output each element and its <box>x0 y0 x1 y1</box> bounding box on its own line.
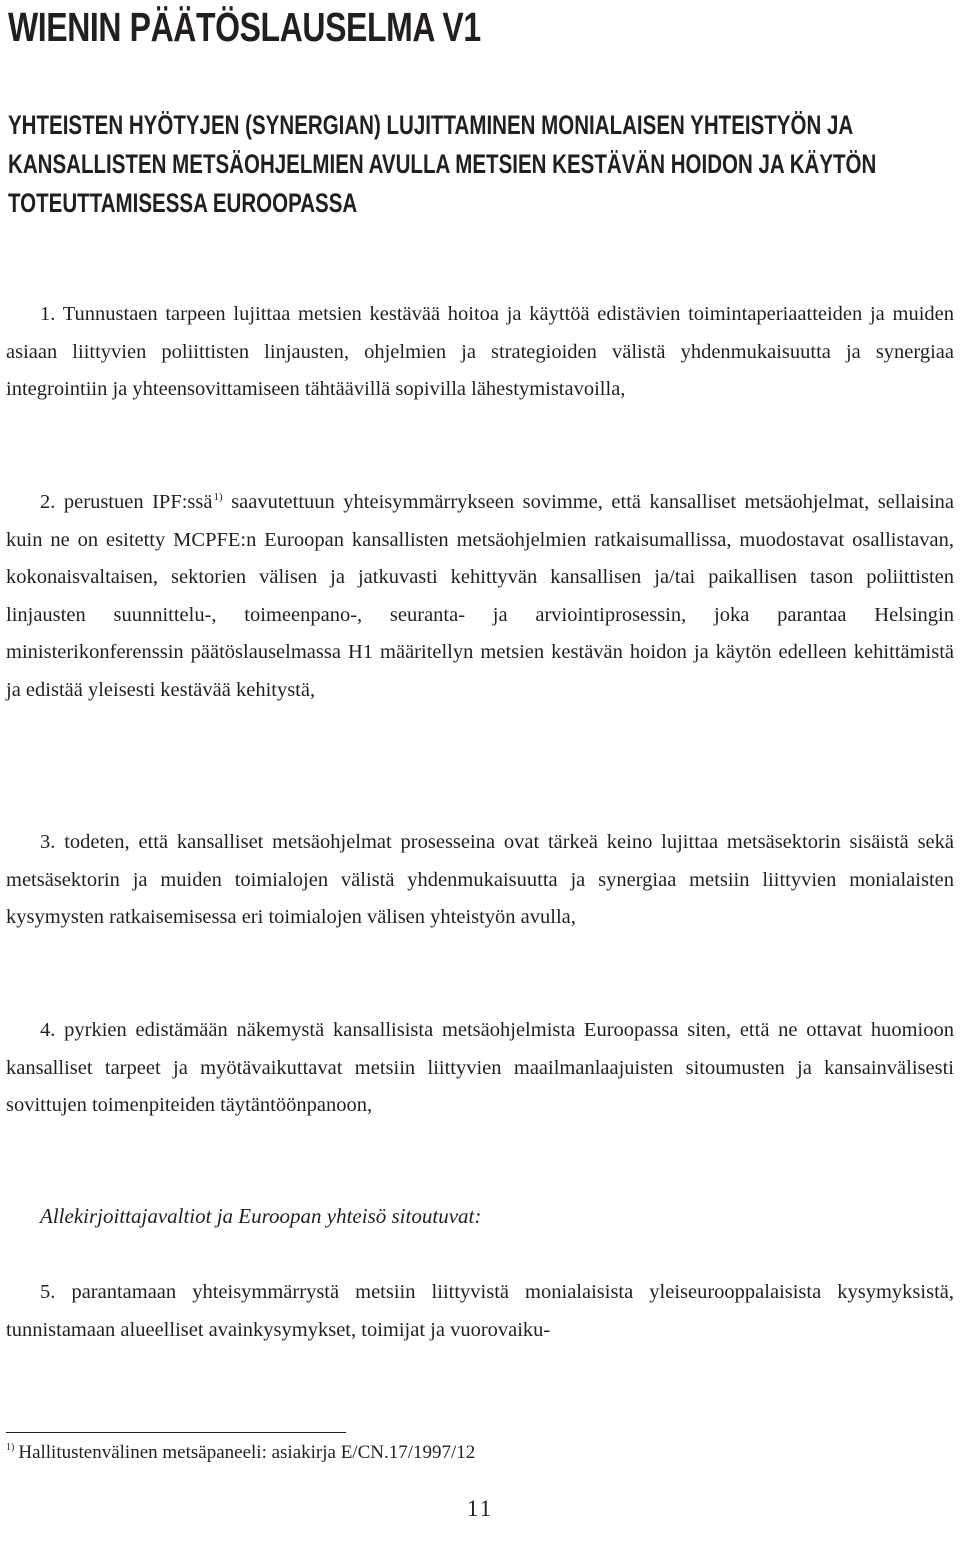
document-subtitle: YHTEISTEN HYÖTYJEN (SYNERGIAN) LUJITTAMINEN MONIALAISEN YHTEISTYÖN JA KANSALLISTEN METSÄOHJELMIEN AVULLA METSIEN KESTÄVÄN HOIDON JA KÄYTÖN TOTEUTTAMISESSA EUROOPASSA <box>8 110 877 218</box>
paragraph-number: 5. <box>40 1281 56 1303</box>
footnote-reference: 1) <box>213 491 223 503</box>
paragraph-text: todeten, että kansalliset metsäohjelmat prosesseina ovat tärkeä keino lujittaa metsäsektorin sisäistä sekä metsäsektorin ja muiden toimialojen välistä yhdenmukaisuutta ja synergiaa metsiin liittyvien monialaisten kysymysten ratkaisemisessa eri toimialojen välisen yhteistyön avulla, <box>6 831 954 928</box>
page-number: 11 <box>466 1496 494 1521</box>
paragraph-text-lead: perustuen IPF:ssä <box>63 491 213 513</box>
footnote-divider <box>6 1432 346 1433</box>
paragraph-1 <box>6 296 954 409</box>
footnote <box>6 1440 475 1466</box>
paragraph-number: 2. <box>40 491 56 513</box>
paragraph-text: saavutettuun yhteisymmärrykseen sovimme, että kansalliset metsäohjelmat, sellaisina kuin ne on esitetty MCPFE:n Euroopan kansallisten metsäohjelmien ratkaisumallissa, muodostavat osallistavan, kokonaisvaltaisen, sektorien välisen ja jatkuvasti kehittyvän kansallisen ja/tai paikallisen tason poliittisten linjausten suunnittelu-, toimeenpano-, seuranta- ja arviointiprosessin, joka parantaa Helsingin ministerikonferenssin päätöslauselmassa H1 määritellyn metsien kestävän hoidon ja käytön edelleen kehittämistä ja edistää yleisesti kestävää kehitystä, <box>6 491 955 701</box>
document-title: WIENIN PÄÄTÖSLAUSELMA V1 <box>8 4 481 50</box>
paragraph-4 <box>6 1012 954 1125</box>
paragraph-text: pyrkien edistämään näkemystä kansallisista metsäohjelmista Euroopassa siten, että ne ottavat huomioon kansalliset tarpeet ja myötävaikuttavat metsiin liittyvien maailmanlaajuisten sitoumusten ja kansainvälisesti sovittujen toimenpiteiden täytäntöönpanoon, <box>6 1019 955 1116</box>
paragraph-number: 4. <box>40 1019 56 1041</box>
paragraph-number: 3. <box>40 831 56 853</box>
paragraph-number: 1. <box>40 303 56 325</box>
commitment-intro: Allekirjoittajavaltiot ja Euroopan yhteisö sitoutuvat: <box>40 1204 482 1228</box>
paragraph-text: parantamaan yhteisymmärrystä metsiin liittyvistä monialaisista yleiseurooppalaisista kysymyksistä, tunnistamaan alueelliset avainkysymykset, toimijat ja vuorovaiku- <box>6 1281 955 1341</box>
footnote-text: Hallitustenvälinen metsäpaneeli: asiakirja E/CN.17/1997/12 <box>18 1442 476 1463</box>
paragraph-2 <box>6 484 954 709</box>
footnote-marker: 1) <box>6 1442 15 1453</box>
paragraph-text: Tunnustaen tarpeen lujittaa metsien kestävää hoitoa ja käyttöä edistävien toimintaperiaatteiden ja muiden asiaan liittyvien poliittisten linjausten, ohjelmien ja strategioiden välistä yhdenmukaisuutta ja synergiaa integrointiin ja yhteensovittamiseen tähtäävillä sopivilla lähestymistavoilla, <box>6 303 954 400</box>
paragraph-3 <box>6 824 954 937</box>
paragraph-5 <box>6 1274 954 1349</box>
